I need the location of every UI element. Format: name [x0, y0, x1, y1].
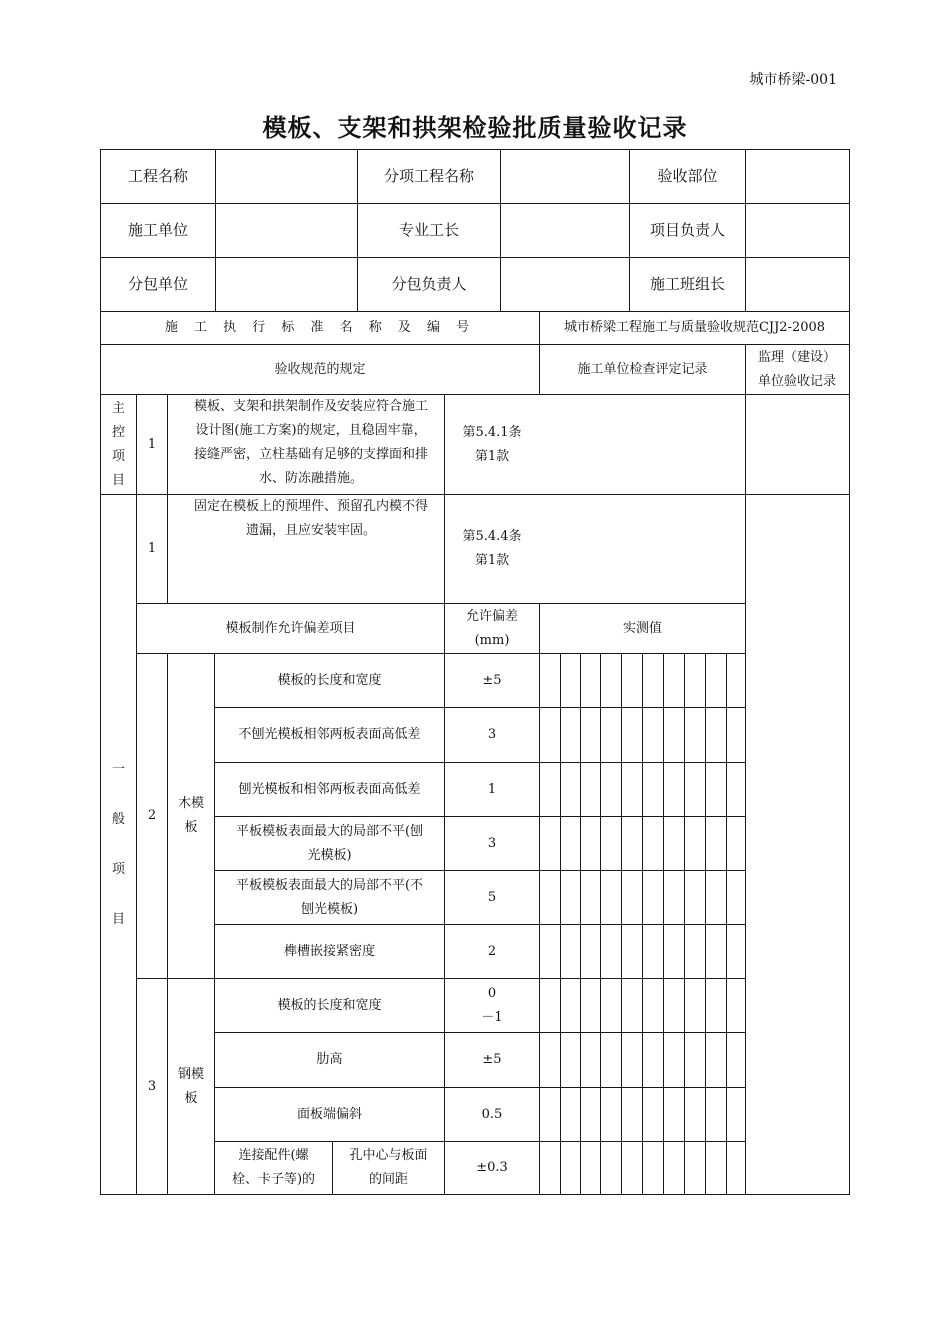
- table-rule: [100, 1194, 850, 1195]
- wood-tolerance-item-line: 刨光模板): [300, 901, 359, 917]
- general-label: [101, 495, 136, 1194]
- main-control-clause: [445, 395, 539, 494]
- project-leader-field[interactable]: [746, 204, 849, 257]
- steel-connector-part-line: 栓、卡子等)的: [231, 1172, 316, 1187]
- construction-unit-field[interactable]: [216, 204, 357, 257]
- steel-tolerance-item-line: 面板端偏斜: [296, 1106, 362, 1122]
- main-control-no: 1: [147, 436, 157, 452]
- wood-tolerance-item: [215, 763, 444, 816]
- steel-connector-item-line: 的间距: [368, 1172, 408, 1187]
- general-item1-text-line: 固定在模板上的预埋件、预留孔内模不得: [193, 499, 428, 514]
- supervisor-record-header-line: 监理（建设）: [757, 349, 836, 365]
- spec-column-header: 验收规范的规定: [274, 361, 366, 377]
- steel-connector-part-line: 连接配件(螺: [238, 1148, 309, 1163]
- wood-tolerance-allow-line: 1: [487, 781, 497, 797]
- subcontract-unit-label: 分包单位: [127, 275, 188, 293]
- general-label-line: 目: [111, 911, 125, 927]
- wood-label-line: 板: [184, 820, 198, 835]
- measured-values-header: 实测值: [622, 620, 662, 636]
- wood-tolerance-item: [215, 708, 444, 762]
- team-leader-label: 施工班组长: [649, 275, 725, 293]
- steel-tolerance-allow: [445, 979, 539, 1032]
- steel-tolerance-allow: [445, 1033, 539, 1087]
- wood-tolerance-allow: [445, 763, 539, 816]
- steel-tolerance-allow: [445, 1088, 539, 1141]
- foreman-field[interactable]: [501, 204, 629, 257]
- main-control-clause-line: 第1款: [474, 448, 510, 464]
- general-item1-text-line: 遗漏，且应安装牢固。: [245, 523, 376, 538]
- steel-connector-part: [215, 1142, 332, 1194]
- steel-connector-item: [333, 1142, 444, 1194]
- tolerance-allow-header-line: 允许偏差: [465, 608, 518, 624]
- supervisor-record-header: [746, 345, 848, 394]
- sub-project-name-field[interactable]: [501, 150, 629, 203]
- wood-tolerance-item: [215, 871, 444, 924]
- standard-value: 城市桥梁工程施工与质量验收规范CJJ2-2008: [563, 320, 826, 335]
- subcontract-unit-field[interactable]: [216, 258, 357, 311]
- foreman-label: 专业工长: [398, 221, 459, 239]
- wood-tolerance-allow: [445, 817, 539, 870]
- general-item1-text: [168, 495, 444, 603]
- tolerance-allow-header-line: (mm): [474, 632, 510, 648]
- wood-label-line: 木模: [177, 796, 204, 811]
- wood-tolerance-item: [215, 654, 444, 707]
- construction-unit-label: 施工单位: [127, 221, 188, 239]
- table-rule: [539, 603, 540, 1195]
- wood-tolerance-allow-line: 3: [487, 835, 497, 851]
- steel-tolerance-item: [215, 1033, 444, 1087]
- page-title: 模板、支架和拱架检验批质量验收记录: [262, 113, 688, 142]
- wood-tolerance-item-line: 平板模板表面最大的局部不平(刨: [235, 823, 424, 839]
- steel-no: 3: [147, 1078, 157, 1094]
- steel-label-line: 钢模: [177, 1066, 204, 1082]
- wood-tolerance-allow: [445, 871, 539, 924]
- general-label-line: 一: [111, 761, 125, 777]
- main-control-label-line: 主: [111, 400, 125, 416]
- main-control-text: [168, 395, 444, 494]
- wood-tolerance-allow-line: 2: [487, 943, 497, 959]
- wood-tolerance-item-line: 光模板): [307, 847, 352, 863]
- main-control-label-line: 控: [111, 424, 125, 440]
- wood-tolerance-allow: [445, 654, 539, 707]
- main-control-contractor-record[interactable]: [540, 395, 745, 494]
- wood-tolerance-allow-line: 5: [487, 889, 497, 905]
- tolerance-allow-header: [445, 604, 539, 653]
- wood-tolerance-item-line: 榫槽嵌接紧密度: [283, 943, 375, 959]
- steel-tolerance-allow-line: 0: [487, 985, 497, 1001]
- project-leader-label: 项目负责人: [649, 221, 725, 239]
- inspection-part-label: 验收部位: [657, 167, 718, 185]
- wood-tolerance-item-line: 刨光模板和相邻两板表面高低差: [238, 781, 421, 797]
- contractor-record-header: 施工单位检查评定记录: [577, 361, 708, 377]
- steel-connector-item-line: 孔中心与板面: [349, 1148, 428, 1163]
- steel-tolerance-allow-line: 0.5: [481, 1106, 503, 1122]
- steel-connector-allow: [445, 1142, 539, 1194]
- wood-tolerance-item-line: 模板的长度和宽度: [277, 672, 382, 688]
- subcontract-leader-field[interactable]: [501, 258, 629, 311]
- main-control-label-line: 项: [111, 448, 125, 464]
- main-control-supervisor-record[interactable]: [746, 395, 849, 494]
- wood-tolerance-allow: [445, 708, 539, 762]
- wood-tolerance-allow-line: ±5: [482, 672, 502, 688]
- wood-tolerance-item-line: 平板模板表面最大的局部不平(不: [235, 877, 424, 893]
- main-control-label-line: 目: [111, 472, 125, 488]
- wood-tolerance-item: [215, 817, 444, 870]
- steel-tolerance-item: [215, 1088, 444, 1141]
- general-item1-clause: [445, 495, 539, 603]
- steel-tolerance-allow-line: －1: [481, 1009, 503, 1025]
- supervisor-record-header-line: 单位验收记录: [757, 373, 836, 389]
- main-control-text-line: 水、防冻融措施。: [258, 471, 363, 486]
- wood-tolerance-item: [215, 925, 444, 978]
- wood-tolerance-allow-line: 3: [487, 727, 497, 742]
- steel-tolerance-item-line: 肋高: [316, 1052, 343, 1067]
- wood-tolerance-item-line: 不刨光模板相邻两板表面高低差: [238, 727, 421, 742]
- inspection-part-field[interactable]: [746, 150, 849, 203]
- form-code: 城市桥梁-001: [749, 72, 837, 88]
- table-rule: [849, 149, 850, 1195]
- general-item1-clause-line: 第1款: [474, 553, 510, 568]
- project-name-field[interactable]: [216, 150, 357, 203]
- team-leader-field[interactable]: [746, 258, 849, 311]
- steel-label: [168, 979, 214, 1194]
- steel-connector-allow-line: ±0.3: [476, 1160, 508, 1175]
- tolerance-item-header: 模板制作允许偏差项目: [225, 620, 356, 636]
- general-item1-clause-line: 第5.4.4条: [462, 529, 522, 544]
- main-control-text-line: 模板、支架和拱架制作及安装应符合施工: [193, 399, 428, 414]
- general-label-line: 般: [111, 811, 125, 827]
- steel-label-line: 板: [184, 1090, 198, 1106]
- steel-tolerance-allow-line: ±5: [482, 1052, 502, 1067]
- standard-label: 施 工 执 行 标 准 名 称 及 编 号: [164, 320, 476, 335]
- general-item1-no: 1: [147, 541, 157, 556]
- wood-no: 2: [147, 808, 157, 823]
- general-label-line: 项: [111, 861, 125, 877]
- wood-label: [168, 654, 214, 978]
- main-control-label: [101, 395, 136, 494]
- project-name-label: 工程名称: [127, 167, 188, 185]
- general-item1-contractor-record[interactable]: [540, 495, 745, 603]
- sub-project-name-label: 分项工程名称: [383, 167, 474, 185]
- main-control-clause-line: 第5.4.1条: [462, 424, 522, 440]
- main-control-text-line: 设计图(施工方案)的规定，且稳固牢靠，: [195, 423, 427, 438]
- main-control-text-line: 接缝严密，立柱基础有足够的支撑面和排: [193, 447, 428, 462]
- subcontract-leader-label: 分包负责人: [391, 275, 467, 293]
- steel-tolerance-item-line: 模板的长度和宽度: [277, 997, 382, 1013]
- steel-tolerance-item: [215, 979, 444, 1032]
- wood-tolerance-allow: [445, 925, 539, 978]
